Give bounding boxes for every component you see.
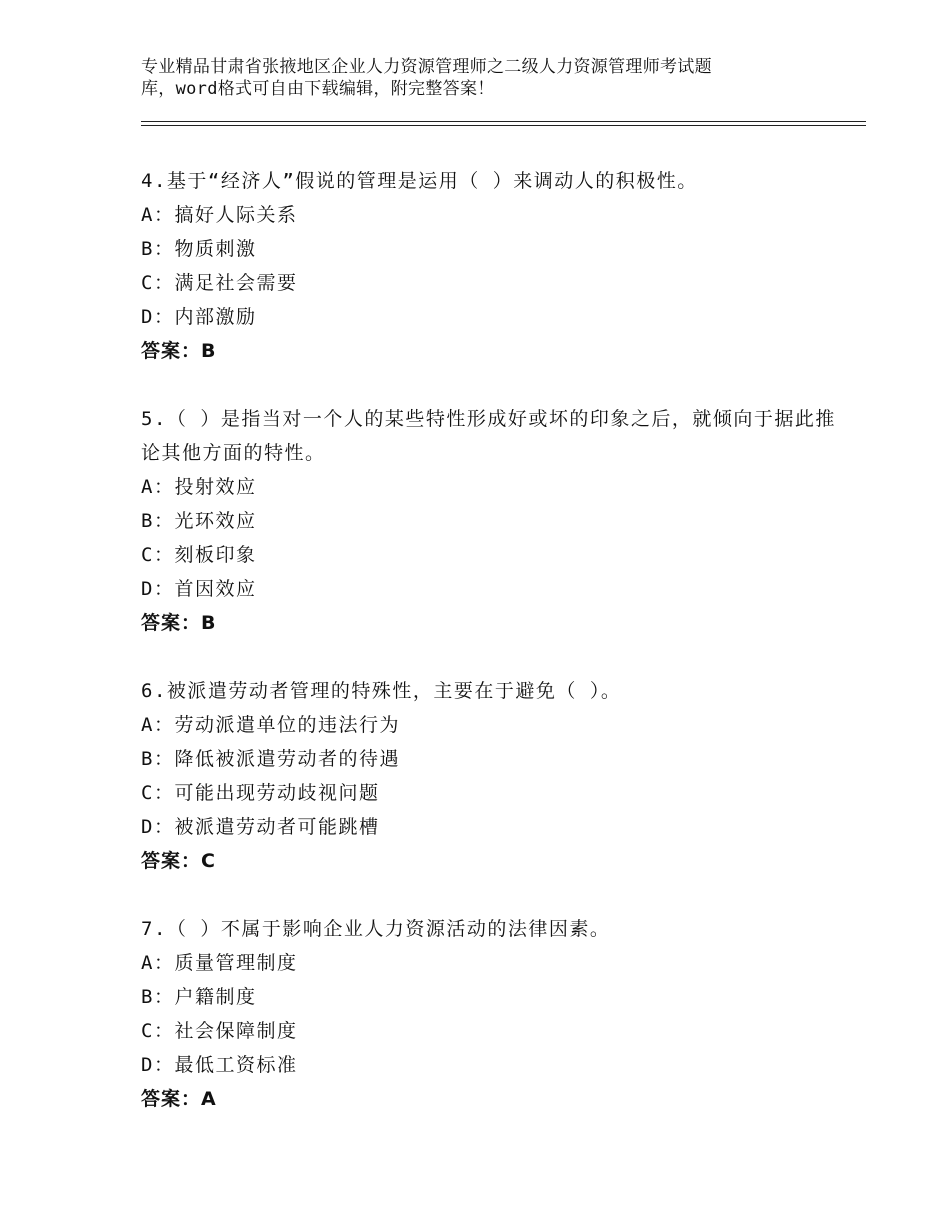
option-d: D：被派遣劳动者可能跳槽 — [141, 816, 380, 838]
header-line-2: 库，word格式可自由下载编辑，附完整答案！ — [141, 79, 495, 99]
option-b: B：降低被派遣劳动者的待遇 — [141, 748, 400, 770]
option-a: A：搞好人际关系 — [141, 204, 298, 226]
option-a: A：劳动派遣单位的违法行为 — [141, 714, 400, 736]
option-d: D：内部激励 — [141, 306, 257, 328]
question-stem: 6.被派遣劳动者管理的特殊性，主要在于避免（ ）。 — [141, 680, 622, 702]
option-b: B：光环效应 — [141, 510, 257, 532]
header-divider-bottom — [141, 125, 866, 126]
option-b: B：物质刺激 — [141, 238, 257, 260]
answer-label: 答案：B — [141, 612, 217, 634]
answer-label: 答案：C — [141, 850, 216, 872]
header-line-1: 专业精品甘肃省张掖地区企业人力资源管理师之二级人力资源管理师考试题 — [141, 57, 712, 77]
option-c: C：可能出现劳动歧视问题 — [141, 782, 380, 804]
header-divider-top — [141, 121, 866, 122]
question-list — [141, 164, 841, 1150]
question-stem: 7.（ ）不属于影响企业人力资源活动的法律因素。 — [141, 918, 611, 940]
question-item — [141, 912, 841, 1116]
option-c: C：满足社会需要 — [141, 272, 298, 294]
option-a: A：投射效应 — [141, 476, 257, 498]
question-item — [141, 674, 841, 878]
question-stem: 5.（ ）是指当对一个人的某些特性形成好或坏的印象之后，就倾向于据此推论其他方面的特性。 — [141, 408, 836, 464]
question-item — [141, 402, 841, 640]
question-item — [141, 164, 841, 368]
option-d: D：首因效应 — [141, 578, 257, 600]
option-b: B：户籍制度 — [141, 986, 257, 1008]
option-d: D：最低工资标准 — [141, 1054, 298, 1076]
option-a: A：质量管理制度 — [141, 952, 298, 974]
question-stem: 4.基于“经济人”假说的管理是运用（ ）来调动人的积极性。 — [141, 170, 698, 192]
document-header — [141, 56, 821, 100]
option-c: C：刻板印象 — [141, 544, 257, 566]
option-c: C：社会保障制度 — [141, 1020, 298, 1042]
answer-label: 答案：A — [141, 1088, 217, 1110]
answer-label: 答案：B — [141, 340, 217, 362]
